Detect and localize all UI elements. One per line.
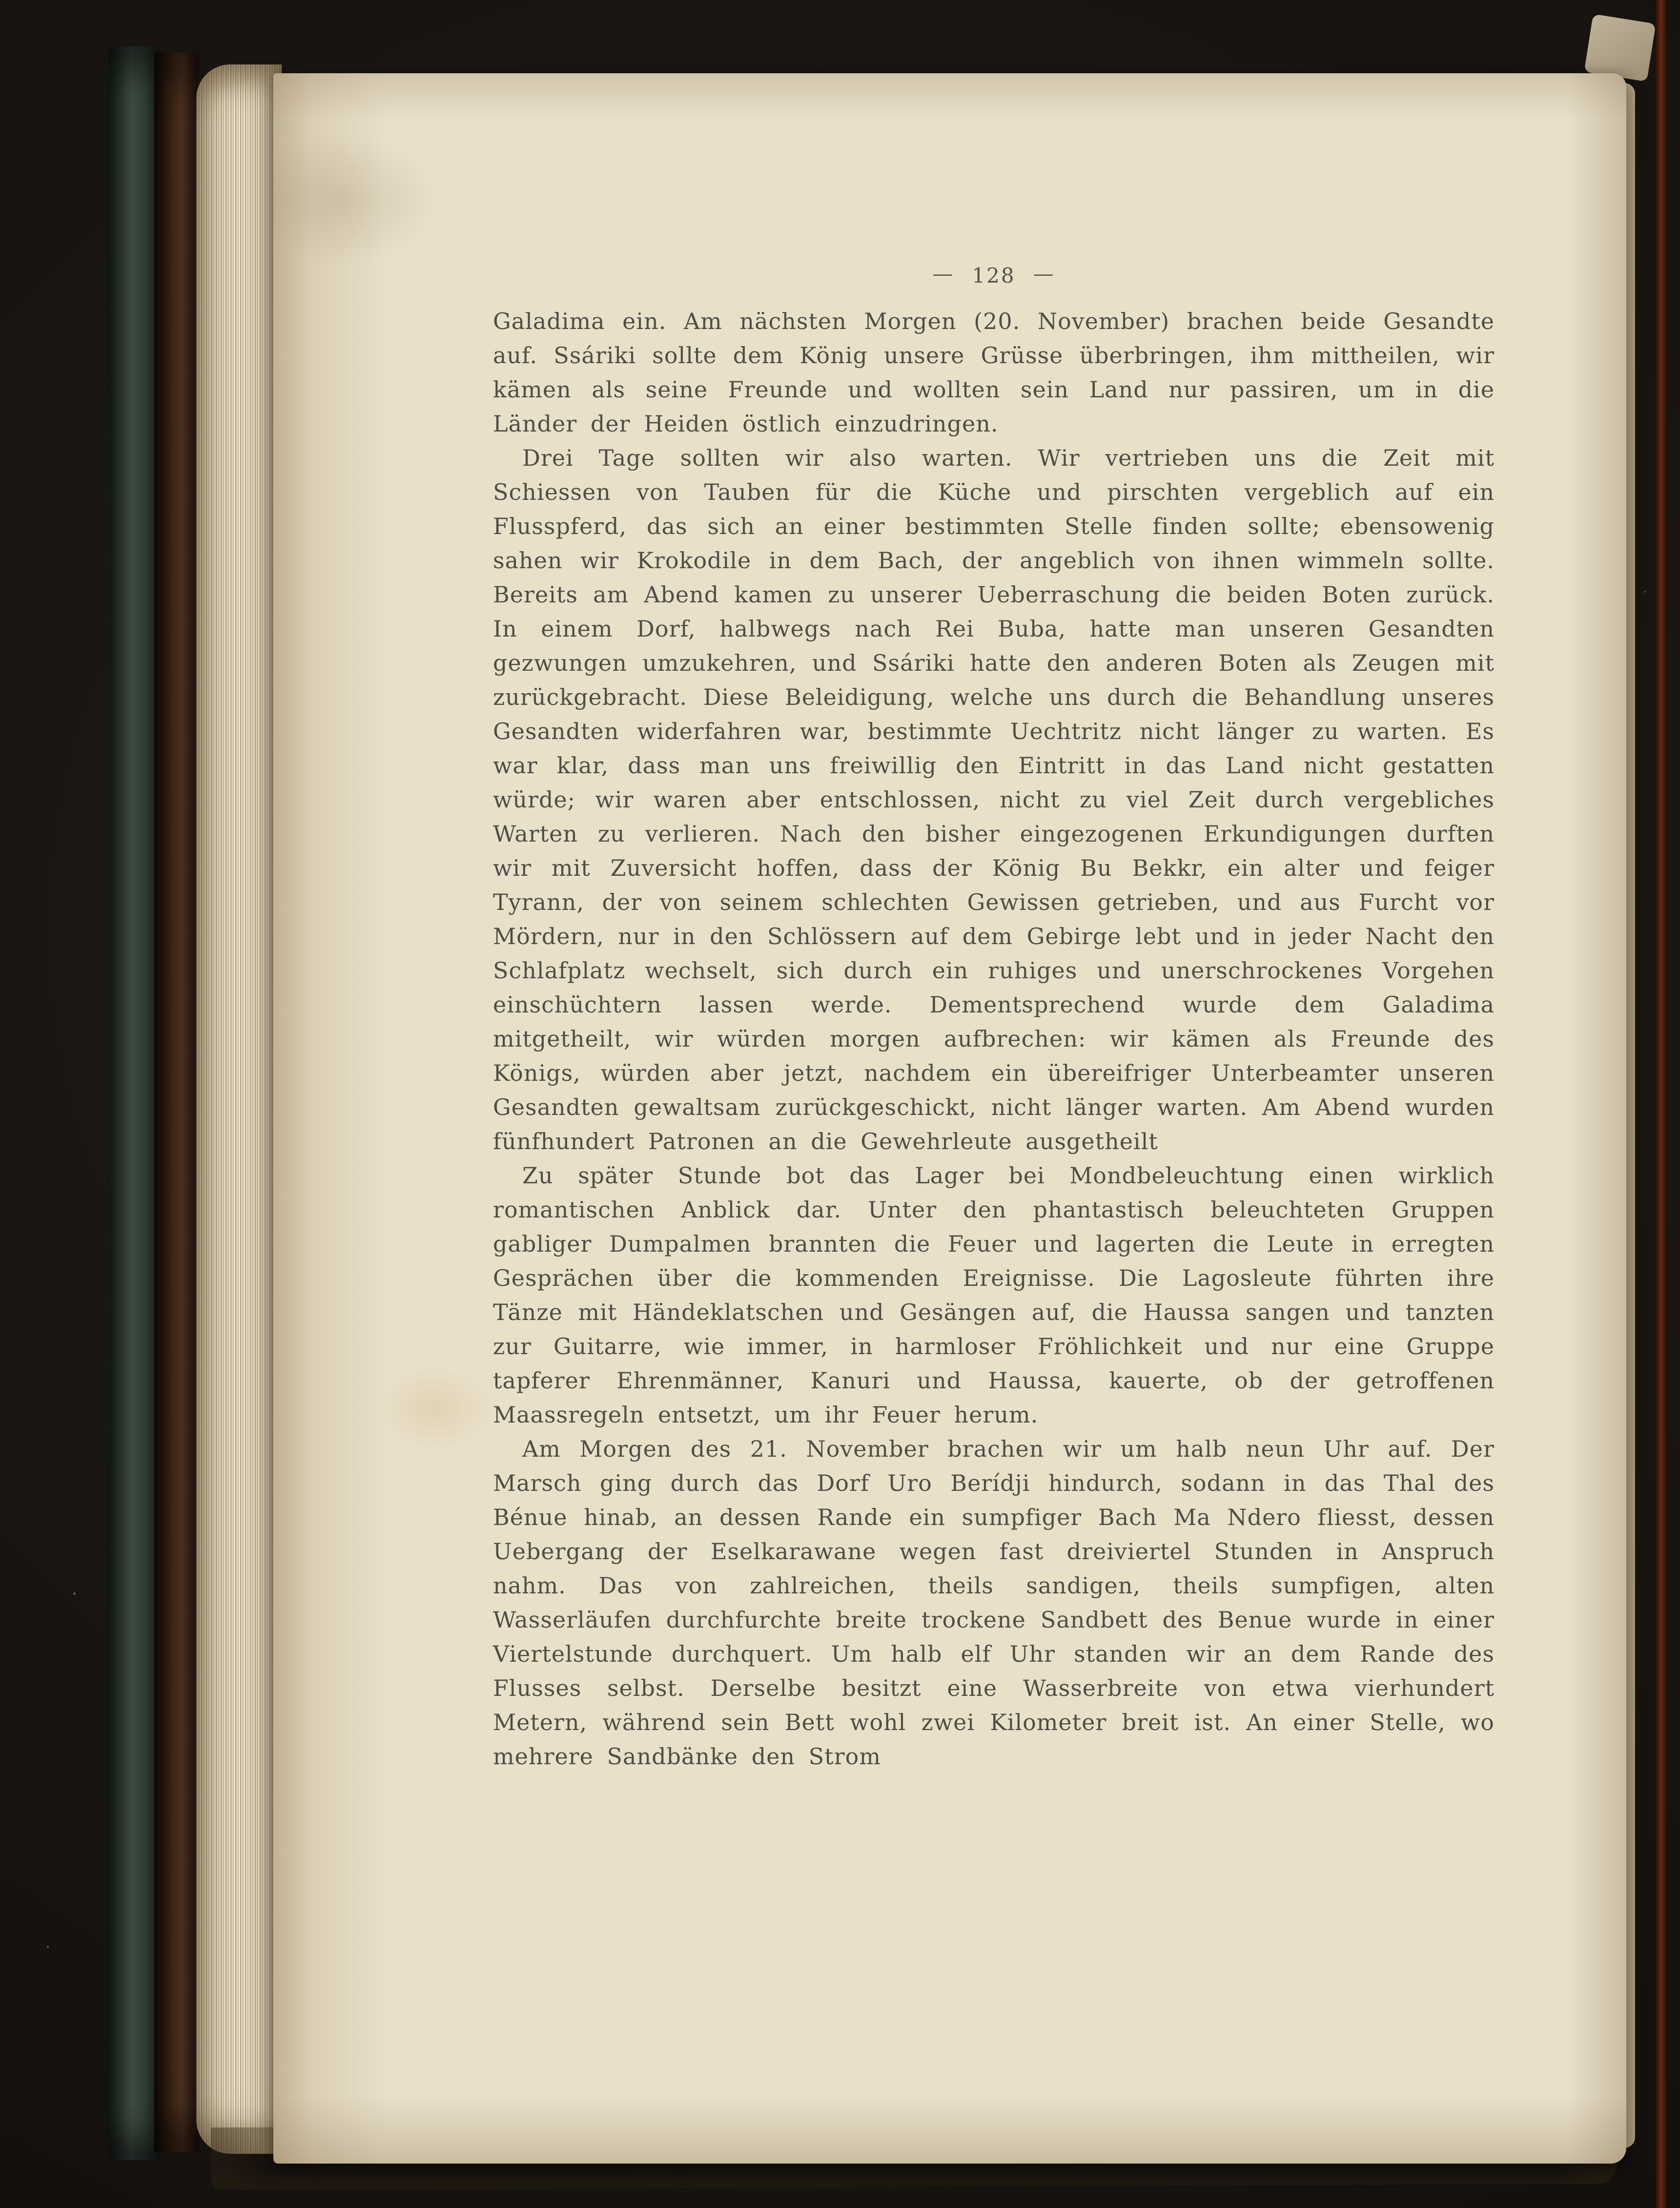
page-number-dash-left: — [932, 262, 955, 286]
dust-speck [73, 1592, 76, 1595]
page-number [493, 264, 1495, 288]
paragraph: Drei Tage sollten wir also warten. Wir vertrieben uns die Zeit mit Schiessen von Tauben für die Küche und pirschten vergeblich auf ein Flusspferd, das sich an einer bestimmten Stelle finden sollte; ebensowenig sahen wir Krokodile in dem Bach, der angeblich von ihnen wimmeln sollte. Bereits am Abend kamen zu unserer Ueberraschung die beiden Boten zurück. In einem Dorf, halbwegs nach Rei Buba, hatte man unseren Gesandten gezwungen umzukehren, und Ssáriki hatte den anderen Boten als Zeugen mit zurückgebracht. Diese Beleidigung, welche uns durch die Behandlung unseres Gesandten widerfahren war, bestimmte Uechtritz nicht länger zu warten. Es war klar, dass man uns freiwillig den Eintritt in das Land nicht gestatten würde; wir waren aber entschlossen, nicht zu viel Zeit durch vergebliches Warten zu verlieren. Nach den bisher eingezogenen Erkundigungen durften wir mit Zuversicht hoffen, dass der König Bu Bekkr, ein alter und feiger Tyrann, der von seinem schlechten Gewissen getrieben, und aus Furcht vor Mördern, nur in den Schlössern auf dem Gebirge lebt und in jeder Nacht den Schlafplatz wechselt, sich durch ein ruhiges und unerschrockenes Vorgehen einschüchtern lassen werde. Dementsprechend wurde dem Galadima mitgetheilt, wir würden morgen aufbrechen: wir kämen als Freunde des Königs, würden aber jetzt, nachdem ein übereifriger Unterbeamter unseren Gesandten gewaltsam zurückgeschickt, nicht länger warten. Am Abend wurden fünfhundert Patronen an die Gewehrleute ausgetheilt [493, 445, 1495, 1155]
page-number-dash-right: — [1033, 262, 1055, 286]
book-back-cover-edge [1656, 0, 1666, 2208]
paragraph: Zu später Stunde bot das Lager bei Mondbeleuchtung einen wirklich romantischen Anblick dar. Unter den phantastisch beleuchteten Gruppen gabliger Dumpalmen brannten die Feuer und lagerten die Leute in erregten Gesprächen über die kommenden Ereignisse. Die Lagosleute führten ihre Tänze mit Händeklatschen und Gesängen auf, die Haussa sangen und tanzten zur Guitarre, wie immer, in harmloser Fröhlichkeit und nur eine Gruppe tapferer Ehrenmänner, Kanuri und Haussa, kauerte, ob der getroffenen Maassregeln entsetzt, um ihr Feuer herum. [493, 1162, 1495, 1428]
dust-speck [1644, 591, 1646, 593]
book-spine [154, 53, 199, 2152]
book-page [273, 73, 1626, 2164]
page-text-block [493, 73, 1495, 1774]
dust-speck [47, 1946, 49, 1948]
page-edges-left [196, 64, 282, 2154]
facing-page-corner [1584, 14, 1656, 82]
body-text [493, 304, 1495, 1774]
page-number-value: 128 [972, 264, 1016, 288]
paragraph: Am Morgen des 21. November brachen wir um halb neun Uhr auf. Der Marsch ging durch das Dorf Uro Berídji hindurch, sodann in das Thal des Bénue hinab, an dessen Rande ein sumpfiger Bach Ma Ndero fliesst, dessen Uebergang der Eselkarawane wegen fast dreiviertel Stunden in Anspruch nahm. Das von zahlreichen, theils sandigen, theils sumpfigen, alten Wasserläufen durchfurchte breite trockene Sandbett des Benue wurde in einer Viertelstunde durchquert. Um halb elf Uhr standen wir an dem Rande des Flusses selbst. Derselbe besitzt eine Wasserbreite von etwa vierhundert Metern, während sein Bett wohl zwei Kilometer breit ist. An einer Stelle, wo mehrere Sandbänke den Strom [493, 1436, 1495, 1770]
book-cover-edge [108, 46, 160, 2160]
paragraph: Galadima ein. Am nächsten Morgen (20. November) brachen beide Gesandte auf. Ssáriki sollte dem König unsere Grüsse überbringen, ihm mittheilen, wir kämen als seine Freunde und wollten sein Land nur passiren, um in die Länder der Heiden östlich einzudringen. [493, 308, 1495, 437]
